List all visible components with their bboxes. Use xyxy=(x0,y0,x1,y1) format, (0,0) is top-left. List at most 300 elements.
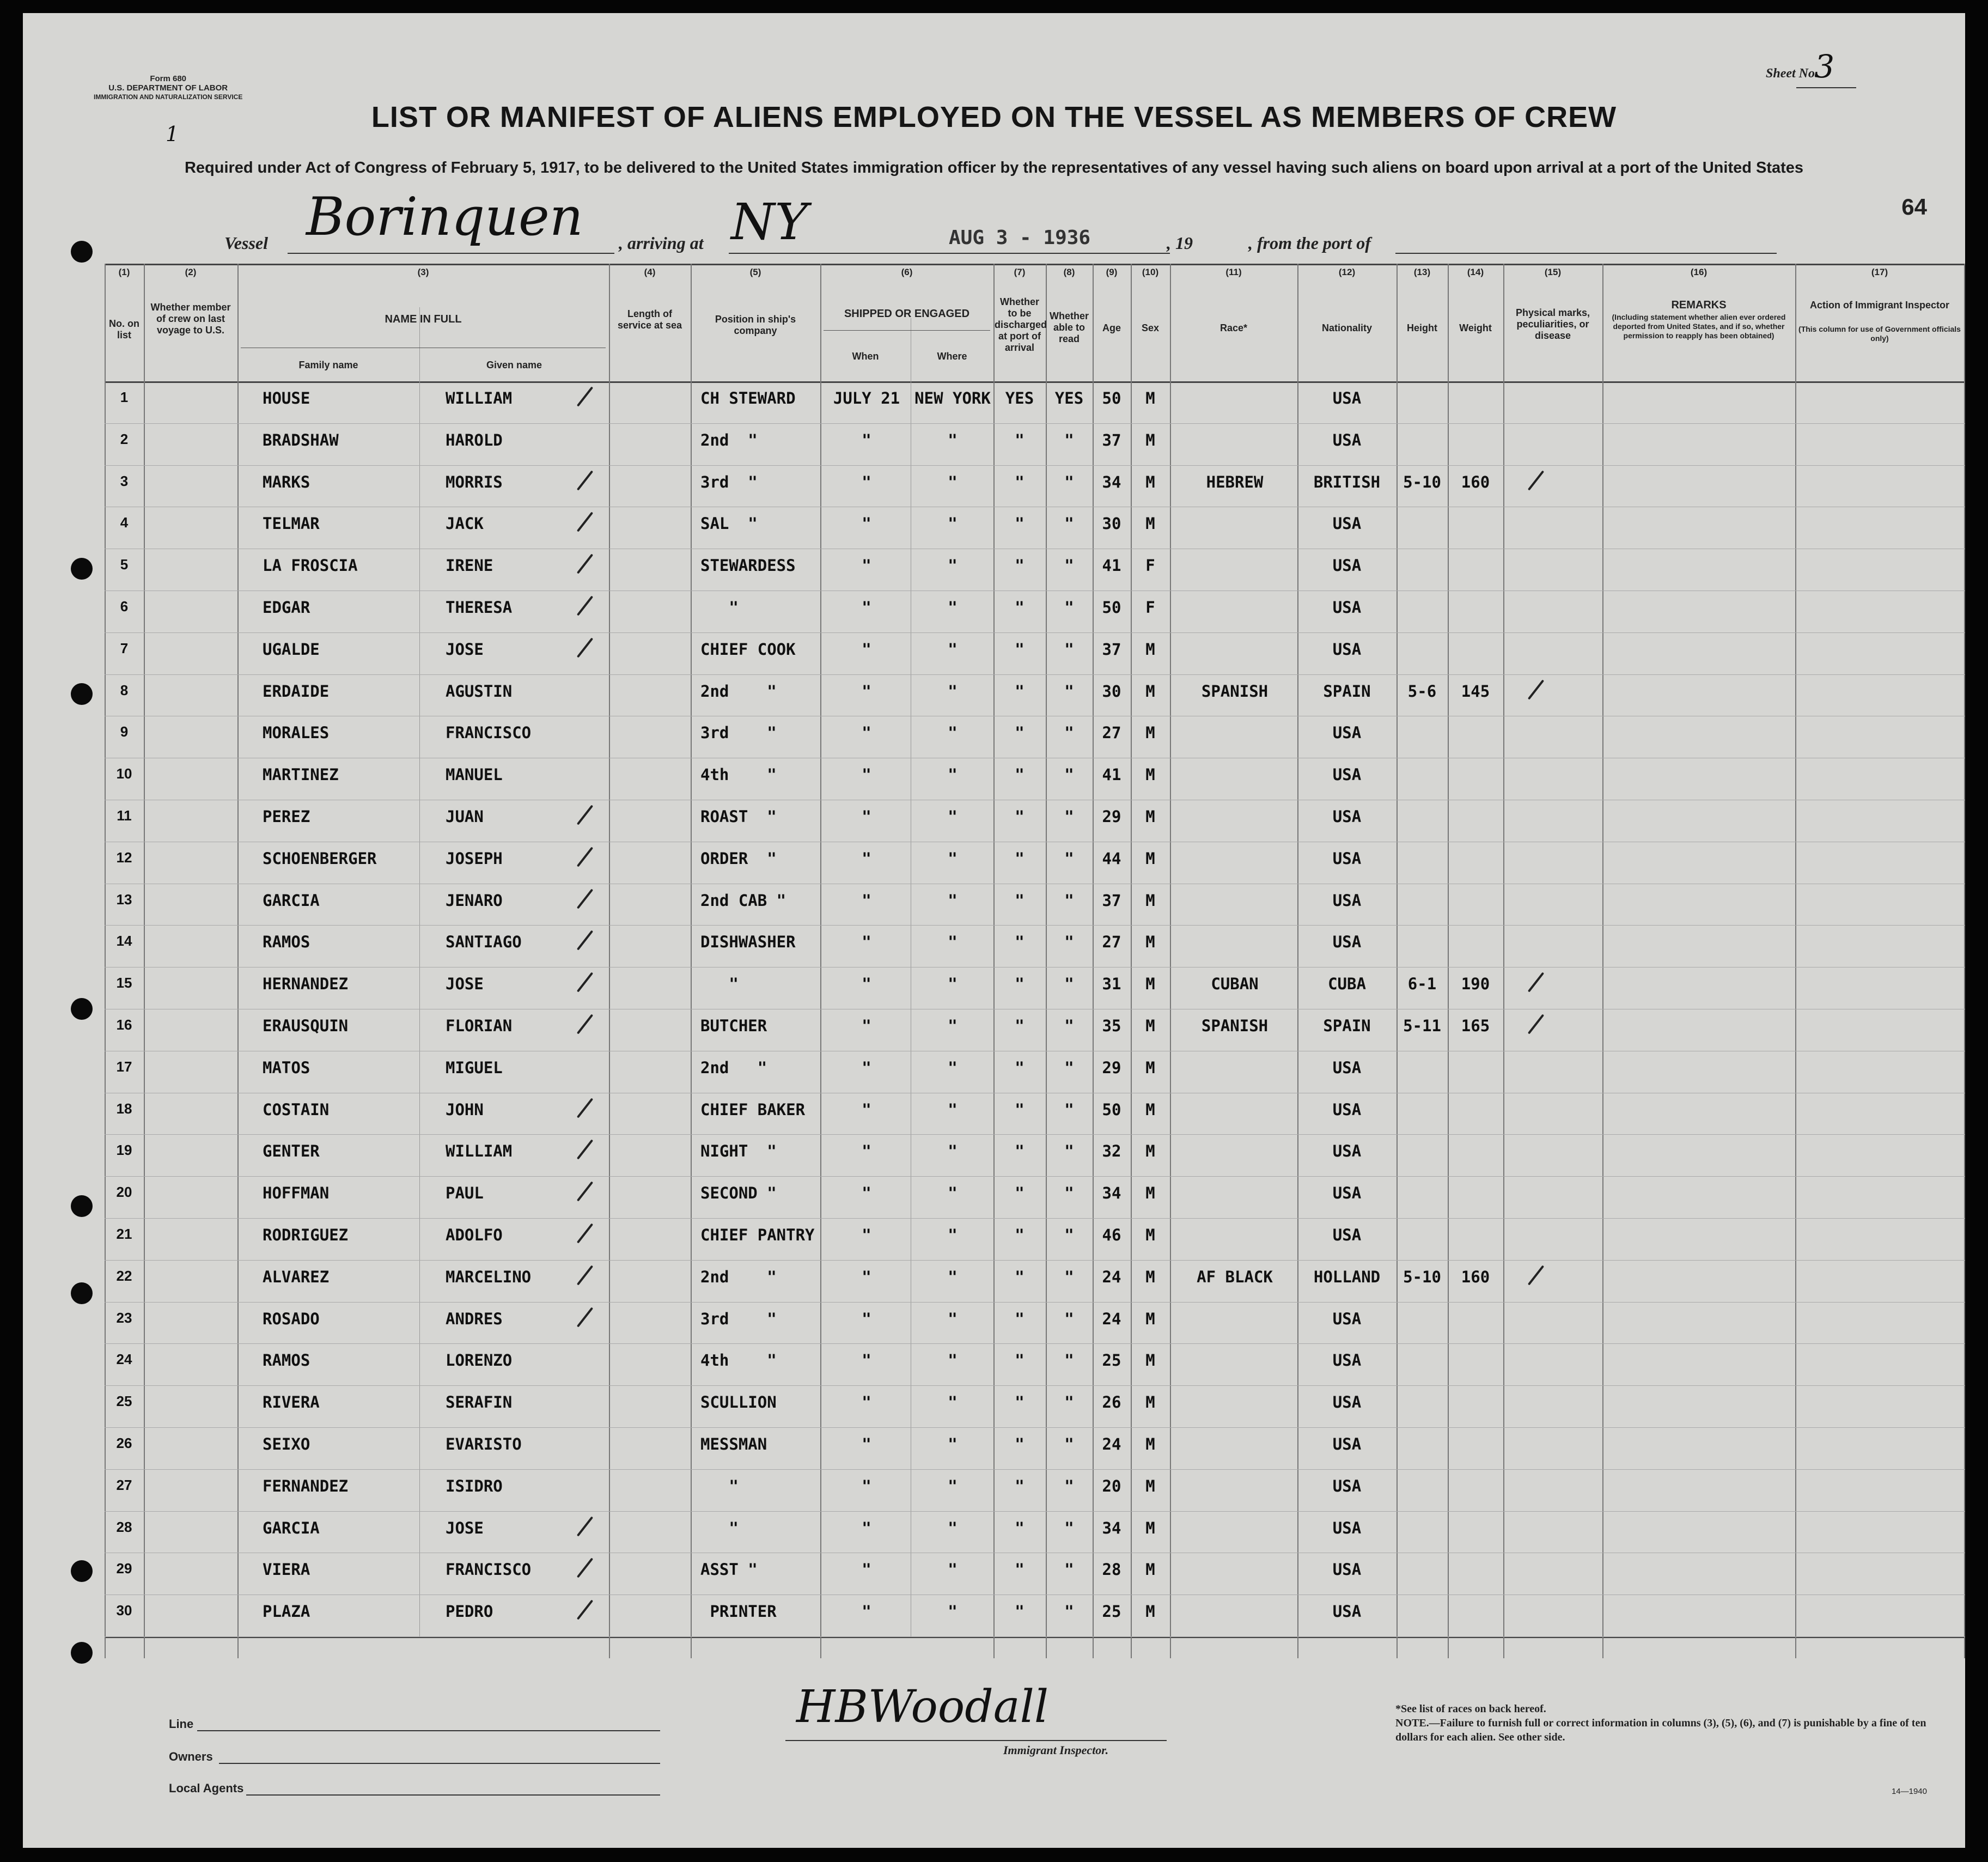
cell-row-number: 7 xyxy=(120,640,129,656)
arrival-port[interactable]: NY xyxy=(731,193,808,251)
from-port-label: , from the port of xyxy=(1248,233,1371,253)
cell-age: 25 xyxy=(1102,1602,1121,1621)
cell-row-number: 4 xyxy=(120,514,129,531)
cell-given-name: ISIDRO xyxy=(446,1476,503,1495)
cell-row-number: 8 xyxy=(120,681,129,698)
cell-age: 31 xyxy=(1102,975,1121,994)
cell-shipped-when: " xyxy=(862,640,871,659)
punch-hole xyxy=(71,998,93,1020)
cell-able-to-read: " xyxy=(1064,1142,1074,1161)
cell-nationality: USA xyxy=(1332,389,1362,407)
cell-position: SAL " xyxy=(700,514,758,533)
cell-race: CUBAN xyxy=(1211,975,1259,994)
cell-weight: 165 xyxy=(1461,1017,1490,1035)
cell-discharged: " xyxy=(1015,765,1025,784)
cell-able-to-read: " xyxy=(1064,1309,1074,1328)
cell-able-to-read: " xyxy=(1064,514,1074,533)
cell-nationality: USA xyxy=(1332,556,1362,575)
table-row xyxy=(105,1051,1965,1091)
cell-race: SPANISH xyxy=(1201,681,1269,701)
cell-discharged: " xyxy=(1015,1476,1025,1495)
cell-shipped-when: " xyxy=(862,1017,871,1035)
cell-family-name: RAMOS xyxy=(263,1351,310,1370)
cell-nationality: USA xyxy=(1332,598,1362,617)
cell-shipped-when: " xyxy=(862,556,871,575)
cell-given-name: MIGUEL xyxy=(446,1058,503,1077)
cell-given-name: PAUL xyxy=(446,1184,484,1203)
header-action-note: (This column for use of Government officials only) xyxy=(1798,325,1961,343)
cell-given-name: MARCELINO xyxy=(446,1267,532,1286)
cell-nationality: USA xyxy=(1332,640,1362,659)
cell-shipped-when: " xyxy=(862,1226,871,1244)
header-able-to-read: Whether able to read xyxy=(1050,311,1089,344)
cell-nationality: USA xyxy=(1332,765,1362,784)
cell-family-name: MATOS xyxy=(263,1058,310,1077)
cell-shipped-where: " xyxy=(948,807,958,826)
cell-position: SCULLION xyxy=(700,1393,777,1412)
header-shipped-engaged: SHIPPED OR ENGAGED xyxy=(844,308,970,320)
cell-able-to-read: " xyxy=(1064,681,1074,701)
cell-shipped-when: " xyxy=(862,933,871,952)
cell-family-name: UGALDE xyxy=(263,640,320,659)
cell-nationality: USA xyxy=(1332,514,1362,533)
colnum-15: (15) xyxy=(1544,267,1562,277)
cell-age: 46 xyxy=(1102,1226,1121,1244)
cell-row-number: 11 xyxy=(117,807,132,824)
cell-position: 4th " xyxy=(700,765,777,784)
cell-race: SPANISH xyxy=(1201,1017,1269,1035)
cell-row-number: 13 xyxy=(116,891,132,908)
cell-age: 34 xyxy=(1102,1184,1121,1203)
cell-shipped-when: " xyxy=(862,765,871,784)
cell-able-to-read: " xyxy=(1064,765,1074,784)
cell-height: 5-6 xyxy=(1407,681,1437,701)
cell-shipped-where: " xyxy=(948,598,958,617)
cell-shipped-where: " xyxy=(948,1476,958,1495)
cell-given-name: JOSE xyxy=(446,1518,484,1537)
cell-discharged: " xyxy=(1015,1100,1025,1119)
colnum-10: (10) xyxy=(1142,267,1159,277)
header-member-last-voyage: Whether member of crew on last voyage to U.S. xyxy=(150,302,231,336)
header-family-name: Family name xyxy=(298,360,358,370)
cell-row-number: 27 xyxy=(116,1476,132,1493)
cell-nationality: USA xyxy=(1332,1518,1362,1537)
cell-height: 6-1 xyxy=(1407,975,1437,994)
year-label: , 19 xyxy=(1167,233,1193,253)
cell-discharged: " xyxy=(1015,1518,1025,1537)
header-age: Age xyxy=(1102,322,1121,333)
cell-sex: M xyxy=(1145,1309,1155,1328)
cell-given-name: AGUSTIN xyxy=(446,681,513,701)
form-info xyxy=(94,74,242,102)
owners-label: Owners xyxy=(169,1750,213,1763)
cell-shipped-when: " xyxy=(862,807,871,826)
cell-weight: 160 xyxy=(1461,1267,1490,1286)
cell-given-name: JOHN xyxy=(446,1100,484,1119)
cell-nationality: USA xyxy=(1332,1393,1362,1412)
cell-discharged: " xyxy=(1015,1435,1025,1453)
cell-position: ORDER " xyxy=(700,849,777,868)
cell-family-name: GARCIA xyxy=(263,891,320,910)
check-mark xyxy=(1528,972,1544,993)
cell-nationality: USA xyxy=(1332,430,1362,449)
cell-shipped-when: " xyxy=(862,472,871,491)
cell-family-name: MORALES xyxy=(263,723,330,743)
cell-shipped-where: " xyxy=(948,472,958,491)
cell-shipped-where: " xyxy=(948,640,958,659)
cell-able-to-read: " xyxy=(1064,1100,1074,1119)
cell-age: 26 xyxy=(1102,1393,1121,1412)
cell-discharged: " xyxy=(1015,1267,1025,1286)
cell-family-name: VIERA xyxy=(263,1560,310,1579)
cell-shipped-where: " xyxy=(948,1142,958,1161)
cell-able-to-read: " xyxy=(1064,1393,1074,1412)
cell-shipped-where: " xyxy=(948,1058,958,1077)
cell-nationality: SPAIN xyxy=(1323,1017,1371,1035)
header-where: Where xyxy=(937,351,967,362)
manifest-sheet xyxy=(23,13,1965,1848)
cell-position: BUTCHER xyxy=(700,1017,767,1035)
cell-sex: M xyxy=(1145,1226,1155,1244)
colnum-2: (2) xyxy=(185,267,197,277)
cell-sex: M xyxy=(1145,1142,1155,1161)
cell-family-name: RODRIGUEZ xyxy=(263,1226,349,1244)
date-stamp: AUG 3 - 1936 xyxy=(949,227,1091,249)
table-row xyxy=(105,1385,1965,1426)
cell-nationality: USA xyxy=(1332,1058,1362,1077)
header-given-name: Given name xyxy=(486,360,542,370)
cell-able-to-read: " xyxy=(1064,933,1074,952)
cell-position: DISHWASHER xyxy=(700,933,796,952)
cell-given-name: FRANCISCO xyxy=(446,723,532,743)
cell-given-name: WILLIAM xyxy=(446,1142,513,1161)
cell-nationality: USA xyxy=(1332,1309,1362,1328)
cell-nationality: USA xyxy=(1332,891,1362,910)
cell-sex: M xyxy=(1145,975,1155,994)
cell-shipped-where: " xyxy=(948,1351,958,1370)
table-row xyxy=(105,716,1965,756)
cell-able-to-read: " xyxy=(1064,1267,1074,1286)
cell-age: 37 xyxy=(1102,430,1121,449)
cell-discharged: YES xyxy=(1005,389,1034,407)
cell-given-name: ADOLFO xyxy=(446,1226,503,1244)
cell-position: SECOND " xyxy=(700,1184,777,1203)
cell-shipped-when: " xyxy=(862,1309,871,1328)
table-row xyxy=(105,884,1965,924)
cell-position: 2nd " xyxy=(700,681,777,701)
cell-family-name: MARTINEZ xyxy=(263,765,339,784)
colnum-16: (16) xyxy=(1690,267,1708,277)
cell-shipped-where: " xyxy=(948,1393,958,1412)
cell-shipped-where: " xyxy=(948,1017,958,1035)
cell-shipped-where: " xyxy=(948,765,958,784)
punch-hole xyxy=(71,1560,93,1582)
cell-height: 5-10 xyxy=(1403,1267,1441,1286)
cell-discharged: " xyxy=(1015,849,1025,868)
cell-sex: M xyxy=(1145,765,1155,784)
cell-sex: M xyxy=(1145,1560,1155,1579)
cell-row-number: 5 xyxy=(120,556,129,573)
cell-given-name: EVARISTO xyxy=(446,1435,522,1453)
cell-given-name: SERAFIN xyxy=(446,1393,513,1412)
cell-position: ASST " xyxy=(700,1560,758,1579)
cell-row-number: 1 xyxy=(120,389,129,405)
cell-given-name: FLORIAN xyxy=(446,1017,513,1035)
cell-able-to-read: " xyxy=(1064,472,1074,491)
punch-hole xyxy=(71,683,93,705)
cell-age: 29 xyxy=(1102,1058,1121,1077)
cell-sex: M xyxy=(1145,723,1155,743)
table-row xyxy=(105,465,1965,506)
cell-sex: M xyxy=(1145,681,1155,701)
cell-shipped-where: " xyxy=(948,723,958,743)
check-mark xyxy=(1528,1265,1544,1285)
cell-age: 20 xyxy=(1102,1476,1121,1495)
colnum-7: (7) xyxy=(1014,267,1026,277)
punch-hole xyxy=(71,1195,93,1217)
cell-able-to-read: " xyxy=(1064,975,1074,994)
cell-sex: M xyxy=(1145,1267,1155,1286)
table-row xyxy=(105,1009,1965,1049)
cell-able-to-read: YES xyxy=(1054,389,1084,407)
cell-shipped-when: " xyxy=(862,681,871,701)
cell-shipped-when: " xyxy=(862,1351,871,1370)
cell-discharged: " xyxy=(1015,1309,1025,1328)
cell-given-name: IRENE xyxy=(446,556,493,575)
cell-family-name: HERNANDEZ xyxy=(263,975,349,994)
cell-shipped-where: " xyxy=(948,514,958,533)
cell-able-to-read: " xyxy=(1064,807,1074,826)
cell-family-name: HOFFMAN xyxy=(263,1184,330,1203)
cell-age: 34 xyxy=(1102,1518,1121,1537)
cell-nationality: BRITISH xyxy=(1313,472,1381,491)
cell-age: 32 xyxy=(1102,1142,1121,1161)
cell-nationality: USA xyxy=(1332,1602,1362,1621)
cell-position: PRINTER xyxy=(700,1602,777,1621)
cell-shipped-where: " xyxy=(948,430,958,449)
cell-position: 2nd CAB " xyxy=(700,891,786,910)
cell-shipped-when: " xyxy=(862,849,871,868)
cell-position: CHIEF BAKER xyxy=(700,1100,806,1119)
cell-position: 2nd " xyxy=(700,1058,767,1077)
cell-able-to-read: " xyxy=(1064,1226,1074,1244)
cell-age: 34 xyxy=(1102,472,1121,491)
cell-able-to-read: " xyxy=(1064,723,1074,743)
cell-shipped-where: " xyxy=(948,1309,958,1328)
cell-discharged: " xyxy=(1015,430,1025,449)
cell-position: " xyxy=(700,1518,739,1537)
cell-given-name: SANTIAGO xyxy=(446,933,522,952)
cell-sex: M xyxy=(1145,807,1155,826)
cell-family-name: BRADSHAW xyxy=(263,430,339,449)
cell-discharged: " xyxy=(1015,891,1025,910)
cell-shipped-where: " xyxy=(948,556,958,575)
cell-shipped-where: " xyxy=(948,1602,958,1621)
cell-able-to-read: " xyxy=(1064,556,1074,575)
header-discharged: Whether to be discharged at port of arrival xyxy=(995,296,1047,353)
header-physical-marks: Physical marks, peculiarities, or disease xyxy=(1515,307,1590,341)
cell-given-name: WILLIAM xyxy=(446,389,513,407)
cell-family-name: ALVAREZ xyxy=(263,1267,330,1286)
punch-hole xyxy=(71,558,93,580)
cell-row-number: 24 xyxy=(116,1351,132,1368)
cell-age: 24 xyxy=(1102,1309,1121,1328)
cell-position: " xyxy=(700,1476,739,1495)
sheet-no-value: 3 xyxy=(1814,48,1834,85)
table-row xyxy=(105,967,1965,1007)
cell-discharged: " xyxy=(1015,1602,1025,1621)
cell-discharged: " xyxy=(1015,807,1025,826)
cell-age: 25 xyxy=(1102,1351,1121,1370)
vessel-label: Vessel xyxy=(224,233,268,253)
cell-nationality: HOLLAND xyxy=(1313,1267,1381,1286)
cell-sex: M xyxy=(1145,389,1155,407)
cell-shipped-where: " xyxy=(948,1226,958,1244)
cell-shipped-when: " xyxy=(862,1476,871,1495)
colnum-5: (5) xyxy=(749,267,761,277)
cell-given-name: ANDRES xyxy=(446,1309,503,1328)
cell-given-name: JOSE xyxy=(446,975,484,994)
punch-hole xyxy=(71,1642,93,1664)
cell-discharged: " xyxy=(1015,598,1025,617)
cell-row-number: 15 xyxy=(116,975,132,991)
cell-row-number: 23 xyxy=(116,1309,132,1326)
cell-age: 28 xyxy=(1102,1560,1121,1579)
cell-row-number: 14 xyxy=(116,933,132,950)
cell-able-to-read: " xyxy=(1064,598,1074,617)
cell-discharged: " xyxy=(1015,1142,1025,1161)
cell-position: ROAST " xyxy=(700,807,777,826)
header-name-in-full: NAME IN FULL xyxy=(385,313,462,325)
cell-shipped-when: " xyxy=(862,1184,871,1203)
crew-table xyxy=(105,264,1965,1658)
local-agents-label: Local Agents xyxy=(169,1781,244,1795)
table-row xyxy=(105,1093,1965,1133)
cell-able-to-read: " xyxy=(1064,640,1074,659)
cell-position: 3rd " xyxy=(700,1309,777,1328)
cell-shipped-when: " xyxy=(862,975,871,994)
cell-nationality: USA xyxy=(1332,933,1362,952)
cell-able-to-read: " xyxy=(1064,1058,1074,1077)
colnum-11: (11) xyxy=(1225,267,1242,277)
cell-nationality: SPAIN xyxy=(1323,681,1371,701)
cell-discharged: " xyxy=(1015,723,1025,743)
cell-family-name: FERNANDEZ xyxy=(263,1476,349,1495)
cell-discharged: " xyxy=(1015,933,1025,952)
cell-family-name: SEIXO xyxy=(263,1435,310,1453)
cell-discharged: " xyxy=(1015,1226,1025,1244)
table-row xyxy=(105,1595,1965,1635)
table-row xyxy=(105,591,1965,631)
cell-shipped-where: " xyxy=(948,891,958,910)
cell-shipped-when: " xyxy=(862,1142,871,1161)
cell-weight: 190 xyxy=(1461,975,1490,994)
cell-age: 35 xyxy=(1102,1017,1121,1035)
cell-discharged: " xyxy=(1015,640,1025,659)
cell-able-to-read: " xyxy=(1064,1017,1074,1035)
cell-able-to-read: " xyxy=(1064,1602,1074,1621)
cell-sex: M xyxy=(1145,430,1155,449)
cell-discharged: " xyxy=(1015,1393,1025,1412)
cell-shipped-where: " xyxy=(948,1184,958,1203)
cell-shipped-when: " xyxy=(862,1518,871,1537)
cell-family-name: TELMAR xyxy=(263,514,320,533)
line-label: Line xyxy=(169,1717,194,1731)
header-sex: Sex xyxy=(1141,322,1160,333)
cell-nationality: USA xyxy=(1332,849,1362,868)
cell-nationality: USA xyxy=(1332,1226,1362,1244)
colnum-3: (3) xyxy=(417,267,429,277)
cell-discharged: " xyxy=(1015,975,1025,994)
vessel-name[interactable]: Borinquen xyxy=(306,186,583,247)
colnum-9: (9) xyxy=(1106,267,1118,277)
cell-age: 41 xyxy=(1102,556,1121,575)
cell-age: 24 xyxy=(1102,1267,1121,1286)
cell-family-name: RIVERA xyxy=(263,1393,320,1412)
cell-family-name: PLAZA xyxy=(263,1602,310,1621)
page-number: 64 xyxy=(1901,194,1927,220)
cell-given-name: FRANCISCO xyxy=(446,1560,532,1579)
cell-shipped-where: " xyxy=(948,933,958,952)
table-row xyxy=(105,925,1965,965)
cell-position: CH STEWARD xyxy=(700,389,796,407)
cell-able-to-read: " xyxy=(1064,891,1074,910)
fine-note: NOTE.—Failure to furnish full or correct information in columns (3), (5), (6), and (7) is punishable by a fine of ten dollars for each alien. See other side. xyxy=(1395,1717,1926,1743)
header-no-on-list: No. on list xyxy=(109,318,139,340)
cell-height: 5-10 xyxy=(1403,472,1441,491)
arriving-label: , arriving at xyxy=(619,233,704,253)
cell-shipped-where: " xyxy=(948,1267,958,1286)
cell-family-name: RAMOS xyxy=(263,933,310,952)
cell-nationality: USA xyxy=(1332,1184,1362,1203)
cell-row-number: 20 xyxy=(116,1184,132,1201)
cell-shipped-when: " xyxy=(862,723,871,743)
cell-sex: F xyxy=(1145,556,1155,575)
cell-row-number: 21 xyxy=(116,1226,132,1242)
cell-sex: M xyxy=(1145,1017,1155,1035)
cell-age: 50 xyxy=(1102,389,1121,407)
cell-given-name: MANUEL xyxy=(446,765,503,784)
cell-row-number: 16 xyxy=(116,1017,132,1033)
cell-age: 24 xyxy=(1102,1435,1121,1453)
cell-age: 30 xyxy=(1102,514,1121,533)
cell-nationality: CUBA xyxy=(1328,975,1366,994)
cell-discharged: " xyxy=(1015,681,1025,701)
cell-position: NIGHT " xyxy=(700,1142,777,1161)
cell-weight: 145 xyxy=(1461,681,1490,701)
cell-nationality: USA xyxy=(1332,1100,1362,1119)
cell-position: 2nd " xyxy=(700,430,758,449)
cell-discharged: " xyxy=(1015,1058,1025,1077)
cell-family-name: ROSADO xyxy=(263,1309,320,1328)
cell-given-name: HAROLD xyxy=(446,430,503,449)
table-row xyxy=(105,1343,1965,1384)
table-row xyxy=(105,1134,1965,1175)
page-subtitle: Required under Act of Congress of February 5, 1917, to be delivered to the United States immigration officer by the representatives of any vessel having such aliens on board upon arrival at a port of the United States xyxy=(184,159,1804,177)
cell-sex: M xyxy=(1145,1435,1155,1453)
cell-family-name: MARKS xyxy=(263,472,310,491)
cell-sex: M xyxy=(1145,933,1155,952)
cell-position: CHIEF COOK xyxy=(700,640,796,659)
cell-row-number: 2 xyxy=(120,430,129,447)
cell-able-to-read: " xyxy=(1064,849,1074,868)
cell-nationality: USA xyxy=(1332,1435,1362,1453)
header-height: Height xyxy=(1407,322,1437,333)
cell-given-name: JOSEPH xyxy=(446,849,503,868)
cell-shipped-when: " xyxy=(862,1267,871,1286)
cell-shipped-when: " xyxy=(862,1393,871,1412)
cell-sex: M xyxy=(1145,1476,1155,1495)
